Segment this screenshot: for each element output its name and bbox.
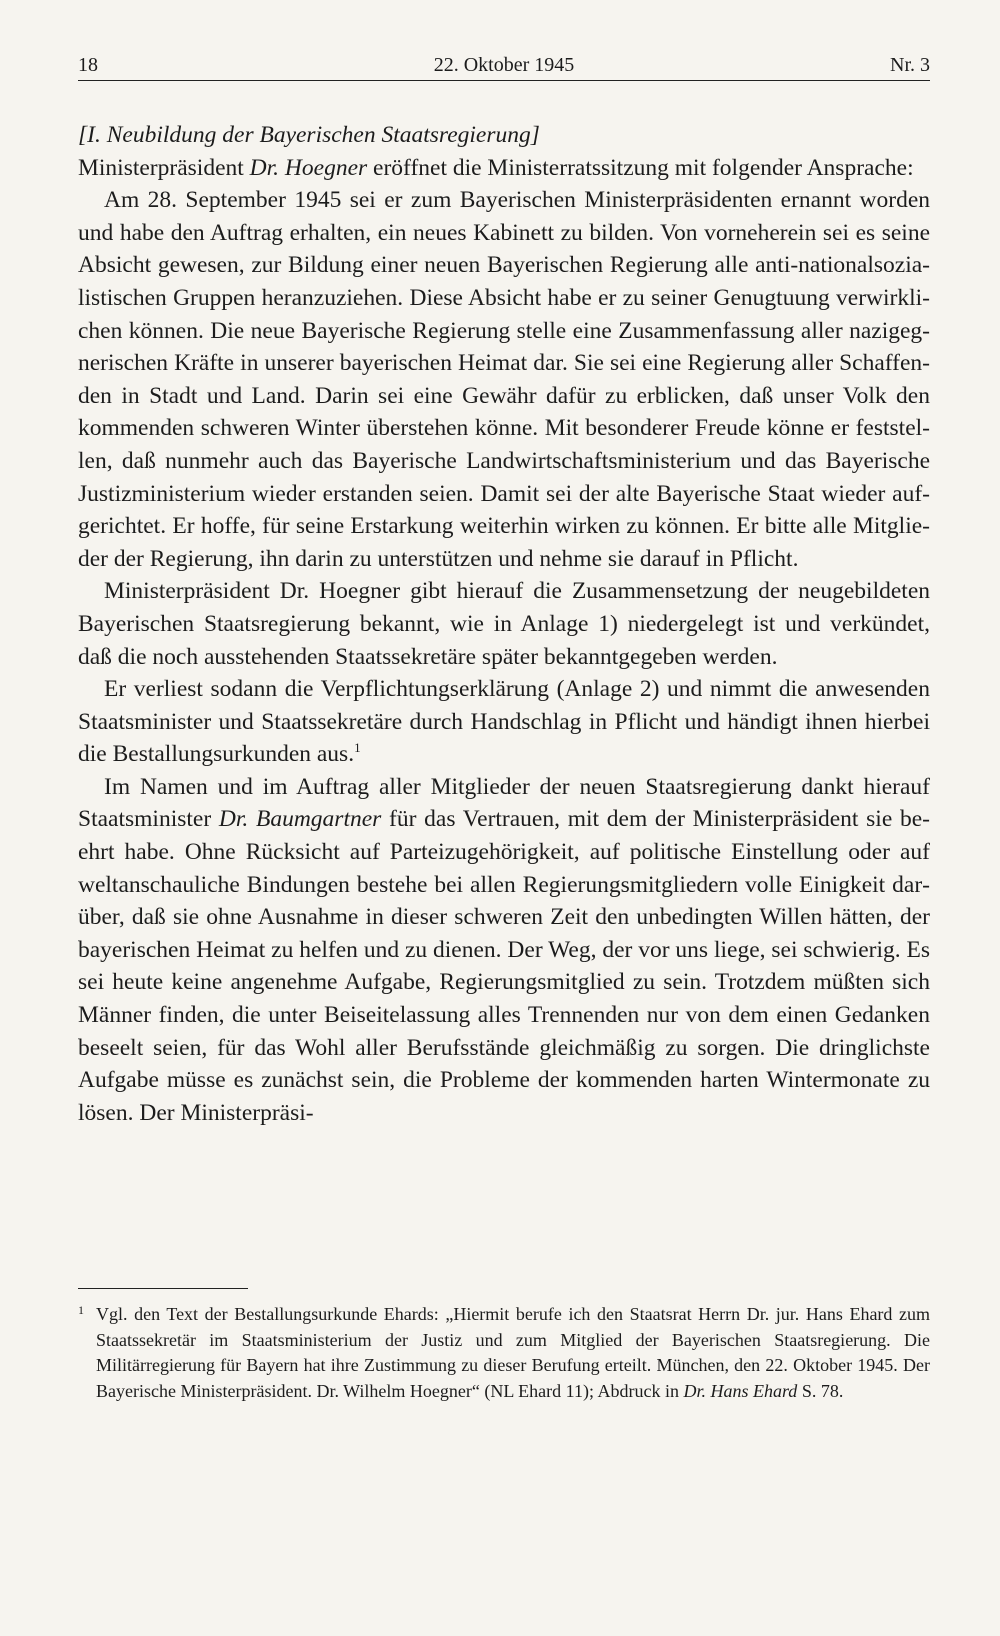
header-date: 22. Oktober 1945 <box>433 54 575 76</box>
footnote-reference: 1 <box>354 740 361 756</box>
running-header <box>78 50 930 81</box>
paragraph-1: Ministerpräsident Dr. Hoegner eröffnet die Ministerratssitzung mit folgender Ansprache: <box>78 154 914 181</box>
footnotes <box>78 1302 930 1404</box>
page-number: 18 <box>78 54 98 76</box>
paragraph-4: Er verliest sodann die Verpflichtungserklärung (Anlage 2) und nimmt die anwesenden Staatsminister und Staatssekretäre durch Handschlag in Pflicht und händigt ihnen hierbei die Bestallungsurkunden aus.$^1$ <box>78 676 930 768</box>
main-text <box>78 119 930 1129</box>
speaker-name: Dr. Baumgartner <box>218 806 382 833</box>
speaker-name: Dr. Hoegner <box>249 154 368 181</box>
footnote-1: 1 Vgl. den Text der Bestallungsurkunde Ehards: „Hiermit berufe ich den Staatsrat Herrn Dr. jur. Hans Ehard zum Staatssekretär im Staatsministerium der Justiz und zum Mitglied der Bayerischen Staatsregierung. Die Militärregierung für Bayern hat ihre Zustimmung zu dieser Berufung erteilt. München, den 22. Oktober 1945. Der Bayerische Ministerpräsident. Dr. Wilhelm Hoegner“ (NL Ehard 11); Abdruck in Dr. Hans Ehard S. 78. <box>78 1302 930 1404</box>
footnote-marker: 1 <box>78 1303 84 1317</box>
footnote-divider <box>78 1288 248 1289</box>
paragraph-2: Am 28. September 1945 sei er zum Bayerischen Ministerpräsidenten ernannt worden und habe den Auftrag erhalten, ein neues Kabinett zu bilden. Von vorneherein sei es seine Absicht gewesen, zur Bildung einer neuen Bayerischen Regierung alle anti-nationalsozialistischen Gruppen heranzuziehen. Diese Absicht habe er zu seiner Genugtuung verwirklichen können. Die neue Bayerische Regierung stelle eine Zusammenfassung aller nazigegnerischen Kräfte in unserer bayerischen Heimat dar. Sie sei eine Regierung aller Schaffenden in Stadt und Land. Darin sei eine Gewähr dafür zu erblicken, daß unser Volk den kommenden schweren Winter überstehen könne. Mit besonderer Freude könne er feststellen, daß nunmehr auch das Bayerische Landwirtschaftsministerium und das Bayerische Justizministerium wieder erstanden seien. Damit sei der alte Bayerische Staat wieder aufgerichtet. Er hoffe, für seine Erstarkung weiterhin wirken zu können. Er bitte alle Mitglieder der Regierung, ihn darin zu unterstützen und nehme sie darauf in Pflicht. <box>78 187 930 572</box>
document-number: Nr. 3 <box>890 54 930 76</box>
section-heading: [I. Neubildung der Bayerischen Staatsregierung] <box>78 122 540 148</box>
paragraph-3: Ministerpräsident Dr. Hoegner gibt hierauf die Zusammensetzung der neugebildeten Bayerischen Staatsregierung bekannt, wie in Anlage 1) niedergelegt ist und verkündet, daß die noch ausstehenden Staatssekretäre später bekanntgegeben werden. <box>78 578 930 670</box>
paragraph-5: Im Namen und im Auftrag aller Mitglieder der neuen Staatsregierung dankt hierauf Staatsminister Dr. Baumgartner für das Vertrauen, mit dem der Ministerpräsident sie beehrt habe. Ohne Rücksicht auf Parteizugehörigkeit, auf politische Einstellung oder auf weltanschauliche Bindungen bestehe bei allen Regierungsmitgliedern volle Einigkeit darüber, daß sie ohne Ausnahme in dieser schweren Zeit den unbedingten Willen hätten, der bayerischen Heimat zu helfen und zu dienen. Der Weg, der vor uns liege, sei schwierig. Es sei heute keine angenehme Aufgabe, Regierungsmitglied zu sein. Trotzdem müßten sich Männer finden, die unter Beiseitelassung alles Trennenden nur von dem einen Gedanken beseelt seien, für das Wohl aller Berufsstände gleichmäßig zu sorgen. Die dringlichste Aufgabe müsse es zunächst sein, die Probleme der kommenden harten Wintermonate zu lösen. Der Ministerpräsi- <box>78 773 930 1126</box>
